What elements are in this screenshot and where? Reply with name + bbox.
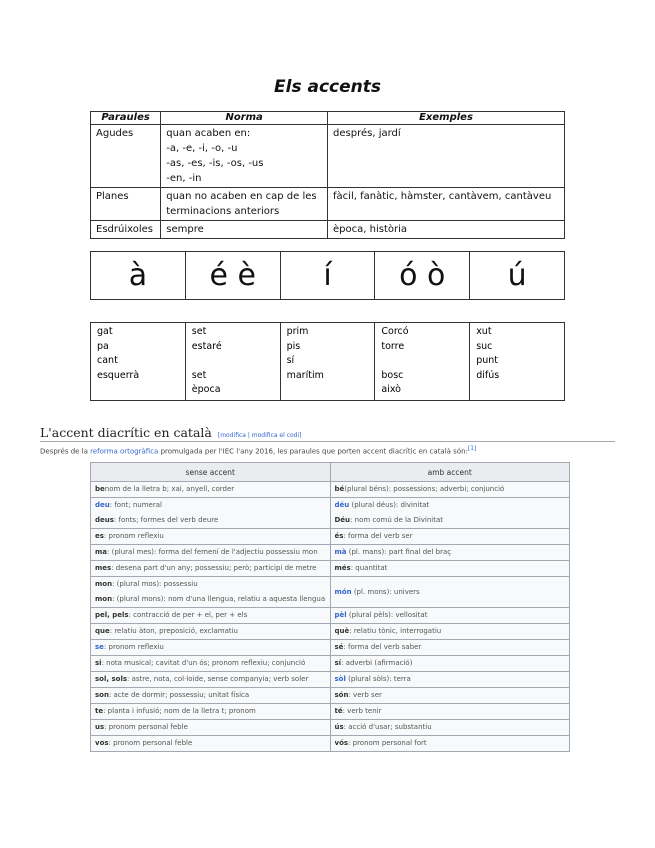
entry [95,656,326,671]
accent-letter: ú [470,252,565,300]
example-word [381,354,463,369]
entry-definition: (plural pèls): vellositat [346,611,428,619]
rule-row [91,125,565,188]
example-word: sí [286,355,295,366]
entry-word: sí [334,659,342,667]
with-accent-cell [330,545,570,561]
with-accent-cell [330,736,570,752]
accent-letters-table [90,251,565,300]
entry-word: què [334,627,350,635]
example-word: xut [476,326,492,337]
without-accent-cell [91,624,331,640]
example-word: bosc [381,369,404,381]
table-row [91,640,570,656]
entry-word: ma [95,548,108,556]
entry [95,545,326,560]
entry-word: vos [95,739,109,747]
entry-word[interactable]: déu [334,501,350,509]
entry-word[interactable]: mà [334,548,347,556]
entry-definition: : (plural mons): nom d'una llengua, relatiu a aquesta llengua [112,595,326,603]
entry-word: son [95,691,109,699]
entry-definition: : pronom reflexiu [103,532,164,540]
word-type: Esdrúixoles [91,221,161,239]
example-word: estaré [191,340,222,352]
word-type: Planes [91,188,161,221]
entry-word: te [95,707,104,715]
entry-word: vós [334,739,349,747]
example-word: punt [476,355,498,366]
with-accent-cell [330,561,570,577]
entry-word: si [95,659,102,667]
table-row [91,672,570,688]
norm-line: quan no acaben en cap de les [166,191,317,202]
table-row [91,561,570,577]
table-row [91,482,570,498]
entry-definition: : planta i infusió; nom de la lletra t; pronom [103,707,256,715]
with-accent-cell [330,704,570,720]
entry-definition: : (plural mes): forma del femení de l'adjectiu possessiu mon [107,548,318,556]
heading-text: L'accent diacrític en català [40,425,212,440]
word-type: Agudes [91,125,161,188]
entry-definition: (plural déus): divinitat [349,501,430,509]
example-word: Corcó [381,326,409,337]
example-word: esquerrà [97,369,140,381]
accent-rules-table [90,111,565,239]
col-header: amb accent [330,463,570,482]
entry [95,688,326,703]
with-accent-cell [330,482,570,498]
with-accent-cell [330,672,570,688]
with-accent-cell [330,529,570,545]
without-accent-cell [91,608,331,624]
entry-word[interactable]: món [334,587,352,596]
without-accent-cell [91,720,331,736]
without-accent-cell [91,656,331,672]
page-title: Els accents [274,77,381,97]
entry-word: es [95,532,104,540]
entry-word: pel, pels [95,611,129,619]
entry [335,640,566,655]
section-heading [40,425,302,440]
with-accent-cell [330,608,570,624]
table-row [91,577,570,608]
without-accent-cell [91,482,331,498]
with-accent-cell [330,688,570,704]
without-accent-cell [91,561,331,577]
entry-definition: : contracció de per + el, per + els [128,611,248,619]
entry-word[interactable]: deu [95,501,110,509]
table-row [91,608,570,624]
example-word: set [191,326,207,337]
entry-definition: : pronom reflexiu [103,643,164,651]
without-accent-cell [91,529,331,545]
entry [335,688,566,703]
without-accent-cell [91,688,331,704]
example-word: torre [381,340,405,352]
example-word: pis [286,340,301,352]
entry-word: mon [95,580,113,588]
entry [95,720,326,735]
entry-definition: : nota musical; cavitat d'un ós; pronom reflexiu; conjunció [101,659,306,667]
example-word: set [191,369,207,381]
entry-word: és [334,532,344,540]
example-word: pa [97,340,109,352]
entry-word: que [95,627,110,635]
entry-word: bé [334,485,345,493]
entry [95,736,326,751]
entry [95,529,326,544]
norm-line: -as, -es, -is, -os, -us [166,158,264,169]
without-accent-cell [91,672,331,688]
norm-line: sempre [166,224,204,235]
entry-word: Déu [334,516,351,524]
entry-definition: : desena part d'un any; possessiu; però; participi de metre [111,564,317,572]
without-accent-cell [91,704,331,720]
entry [335,624,566,639]
entry-definition: : verb tenir [342,707,382,715]
entry-definition: : pronom personal fort [348,739,427,747]
entry-definition: : fonts; formes del verb deure [113,516,219,524]
entry-word: mes [95,564,112,572]
with-accent-cell [330,577,570,608]
entry-definition: : pronom personal feble [108,739,193,747]
entry-word: sol, sols [95,675,128,683]
entry-word[interactable]: pèl [334,611,347,619]
divider [40,441,615,442]
norm-cell [161,188,328,221]
norm-line: -a, -e, -i, -o, -u [166,143,238,154]
entry-word: us [95,723,105,731]
entry [95,704,326,719]
example-word: suc [476,340,493,352]
entry-definition: : acte de dormir; possessiu; unitat física [108,691,250,699]
entry [95,608,326,623]
entry [95,561,326,576]
table-row [91,498,570,529]
norm-cell [161,221,328,239]
entry-definition: : adverbi (afirmació) [341,659,413,667]
examples: fàcil, fanàtic, hàmster, cantàvem, cantàveu [328,188,565,221]
entry-definition: : astre, nota, col·loide, sense companyia; verb soler [127,675,309,683]
entry-definition: : font; numeral [109,501,162,509]
word-column [375,323,470,401]
entry-definition: : verb ser [348,691,382,699]
entry-definition: (pl. mons): univers [351,587,420,596]
example-word: prim [286,326,309,337]
example-words-table [90,322,565,401]
entry [335,561,566,576]
word-column [185,323,280,401]
without-accent-cell [91,640,331,656]
reference-link[interactable]: [1] [467,446,477,452]
col-header: Exemples [328,112,565,125]
table-row [91,545,570,561]
entry-word: més [334,564,351,572]
entry-definition: (plural sòls): terra [345,675,411,683]
entry [335,482,566,497]
intro-text: Després de la [40,447,91,456]
entry [335,498,566,513]
entry-definition: : forma del verb ser [343,532,413,540]
entry [95,498,326,513]
without-accent-cell [91,545,331,561]
accent-letter: ó ò [375,252,470,300]
without-accent-cell [91,736,331,752]
entry [335,720,566,735]
col-header: Norma [161,112,328,125]
entry [95,592,326,607]
entry [335,608,566,623]
col-header: Paraules [91,112,161,125]
norm-cell [161,125,328,188]
entry-definition: : acció d'usar; substantiu [343,723,432,731]
entry-word: té [334,707,343,715]
table-row [91,688,570,704]
entry-word: deus [95,516,114,524]
table-row [91,656,570,672]
norm-line: -en, -in [166,173,202,184]
table-row [91,704,570,720]
entry [95,482,326,497]
norm-line: terminacions anteriors [166,206,280,217]
entry-word: sé [334,643,344,651]
entry [335,529,566,544]
entry-definition: : relatiu tònic, interrogatiu [349,627,442,635]
table-row [91,736,570,752]
without-accent-cell [91,577,331,608]
accent-letter: à [91,252,186,300]
examples: després, jardí [328,125,565,188]
intro-text: promulgada per l'IEC l'any 2016, les paraules que porten accent diacrític en català són: [158,447,468,456]
entry-word[interactable]: se [95,643,104,651]
col-header: sense accent [91,463,331,482]
edit-link[interactable]: [modifica | modifica el codi] [217,432,302,439]
entry-word[interactable]: sòl [334,675,346,683]
example-word [192,354,274,369]
entry-word: ús [334,723,344,731]
word-column [470,323,565,401]
entry-definition: : (plural mos): possessiu [112,580,198,588]
entry-definition: (plural béns): possessions; adverbi; conjunció [344,485,505,493]
entry-definition: : pronom personal feble [104,723,188,731]
entry [335,704,566,719]
with-accent-cell [330,656,570,672]
with-accent-cell [330,640,570,656]
rule-row [91,188,565,221]
entry-word: mon [95,595,113,603]
examples: època, història [328,221,565,239]
entry [95,672,326,687]
accent-letter: í [280,252,375,300]
entry-definition: : relatiu àton, preposició, exclamatiu [109,627,238,635]
table-row [91,624,570,640]
example-word: època [191,384,221,395]
entry [95,640,326,655]
entry [95,577,326,592]
norm-line: quan acaben en: [166,128,251,139]
without-accent-cell [91,498,331,529]
example-word: cant [97,355,118,366]
entry [335,545,566,560]
entry [95,624,326,639]
rule-row [91,221,565,239]
with-accent-cell [330,498,570,529]
accent-letter: é è [185,252,280,300]
table-row [91,720,570,736]
diacritic-table [90,462,570,752]
entry-definition: (pl. mans): part final del braç [346,548,452,556]
entry [335,672,566,687]
with-accent-cell [330,624,570,640]
entry [335,513,566,528]
reform-link[interactable]: reforma ortogràfica [90,447,159,456]
example-word: difús [476,369,500,381]
entry [335,585,566,600]
intro-paragraph [40,446,476,455]
entry [335,736,566,751]
entry-definition: nom de la lletra b; xai, anyell, corder [104,485,235,493]
word-column [91,323,186,401]
entry-word: be [95,485,105,493]
example-word: això [381,384,401,395]
entry [335,656,566,671]
entry-definition: : quantitat [350,564,388,572]
word-column [280,323,375,401]
table-row [91,529,570,545]
entry-definition: : nom comú de la Divinitat [350,516,444,524]
entry-definition: : forma del verb saber [343,643,422,651]
entry-word: són [334,691,349,699]
example-word: marítim [286,369,324,381]
example-word: gat [97,326,113,337]
with-accent-cell [330,720,570,736]
entry [95,513,326,528]
